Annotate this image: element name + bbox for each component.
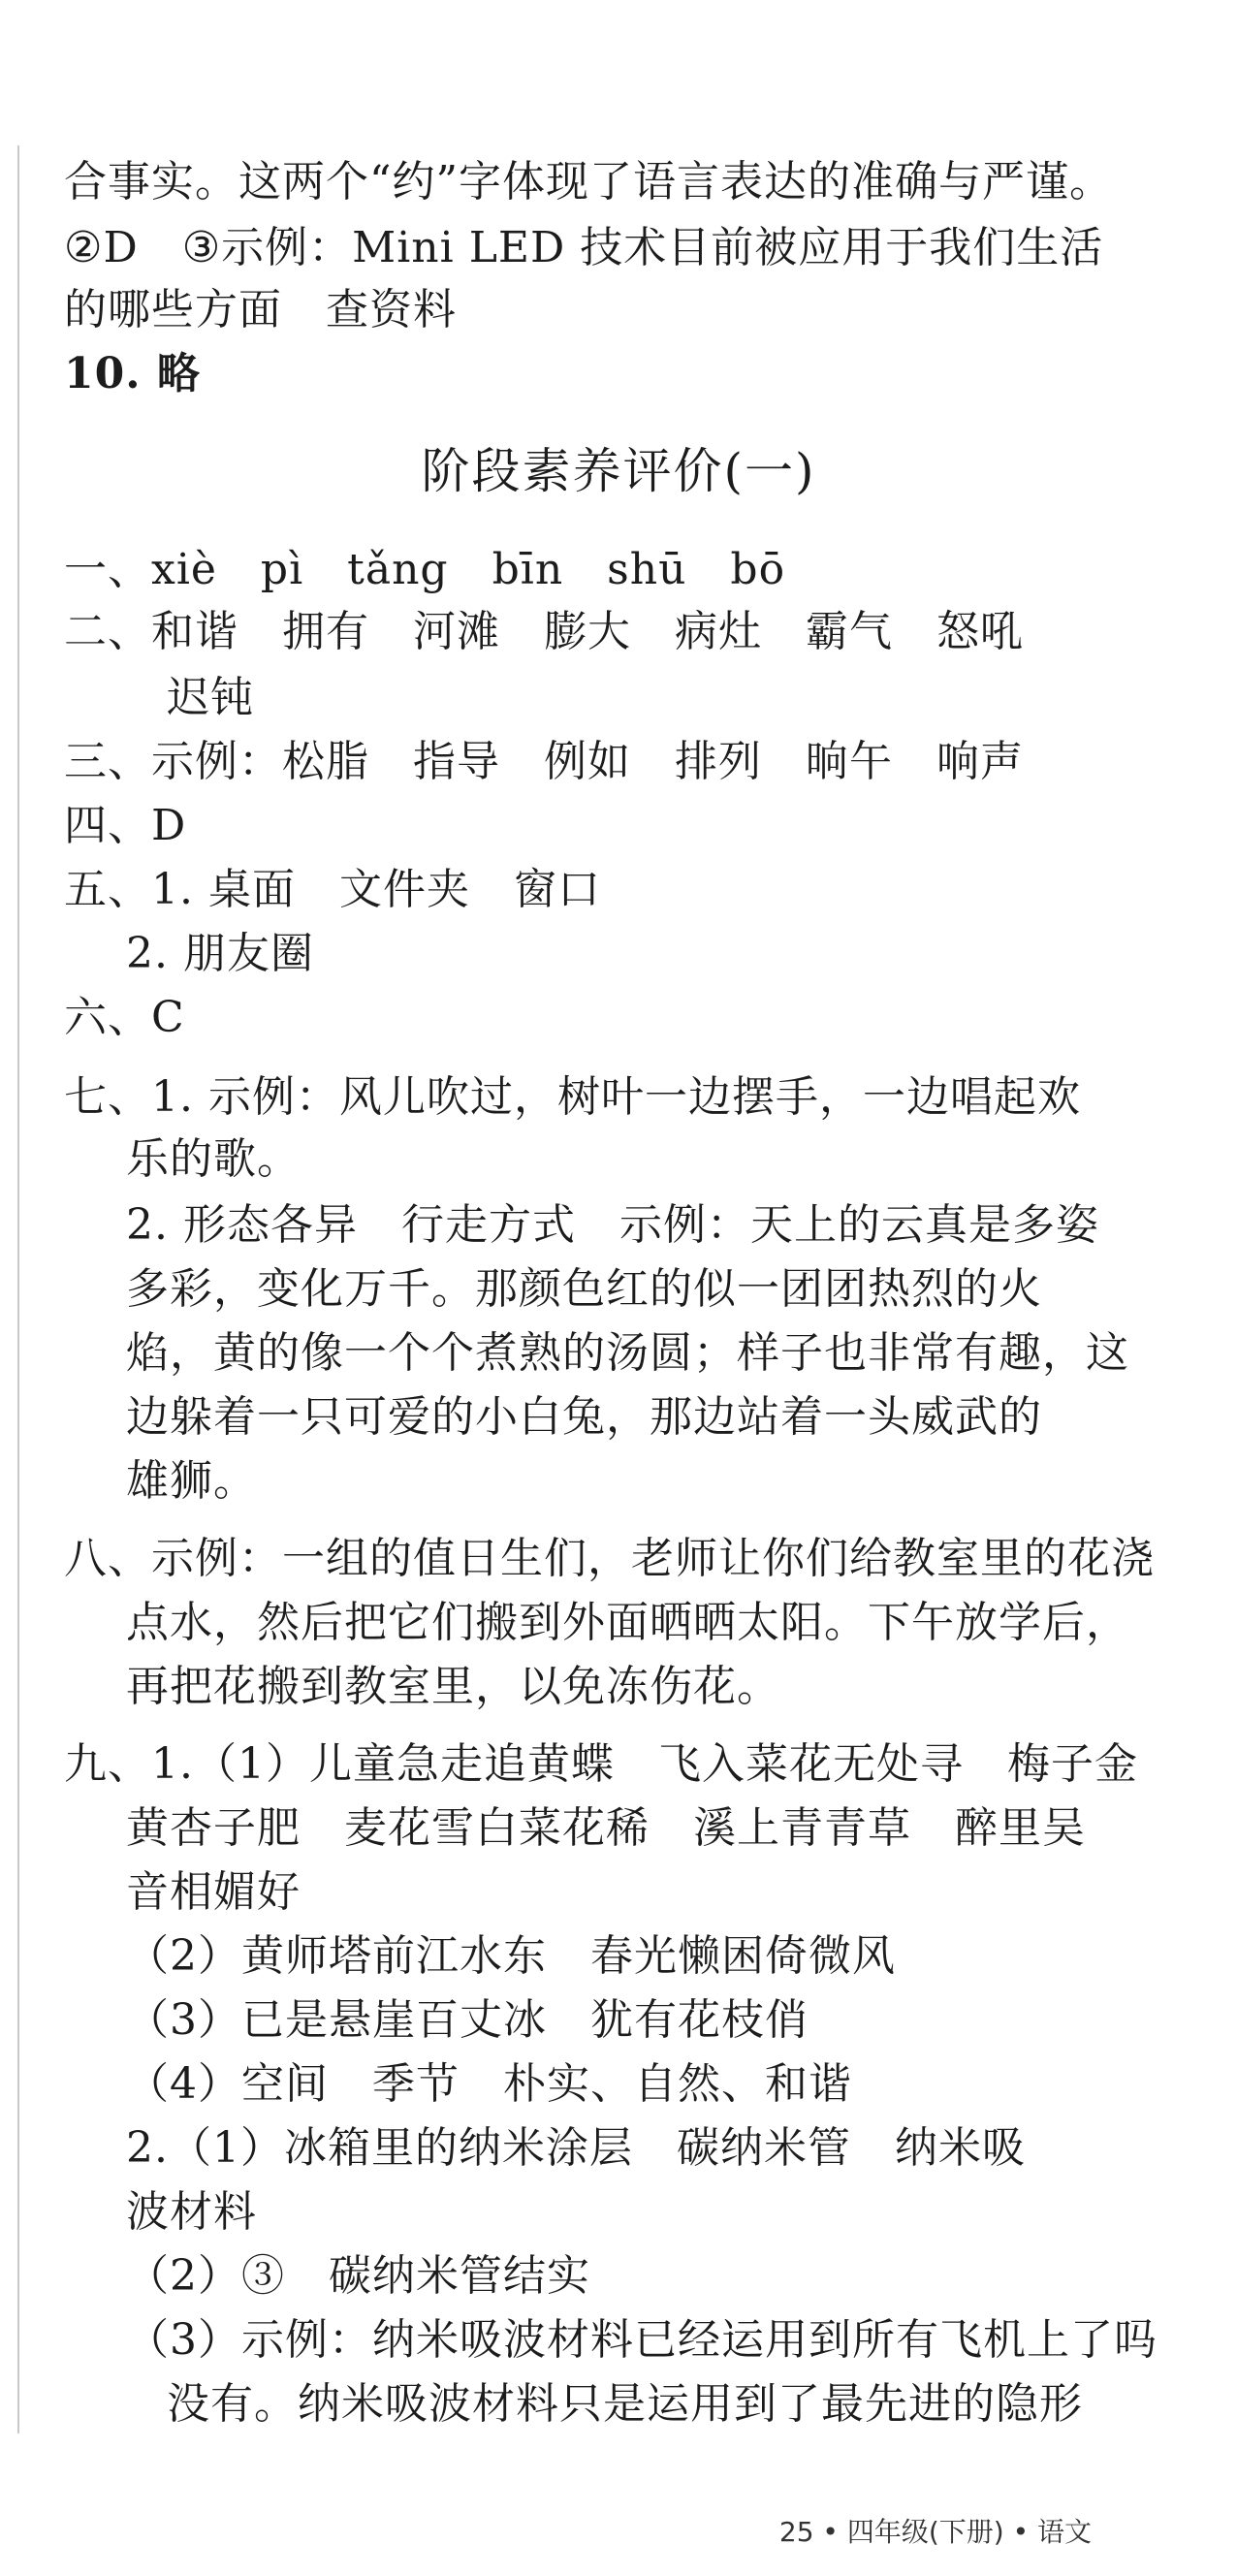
text-line: 一、xiè pì tǎng bīn shū bō — [64, 545, 786, 594]
page-footer: 25 • 四年级(下册) • 语文 — [778, 2516, 1092, 2548]
text-line: （4）空间 季节 朴实、自然、和谐 — [126, 2059, 852, 2109]
text-line: 2. 形态各异 行走方式 示例：天上的云真是多姿 — [126, 1200, 1099, 1250]
text-line: 10. 略 — [64, 349, 201, 398]
text-line: 六、C — [64, 993, 185, 1042]
text-line: （2）黄师塔前江水东 春光懒困倚微风 — [126, 1931, 896, 1981]
text-line: 波材料 — [126, 2187, 257, 2237]
text-line: 乐的歌。 — [126, 1134, 301, 1184]
text-line: 七、1. 示例：风儿吹过，树叶一边摆手，一边唱起欢 — [64, 1072, 1081, 1122]
text-line: 再把花搬到教室里，以免冻伤花。 — [126, 1662, 780, 1711]
text-line: （3）已是悬崖百丈冰 犹有花枝俏 — [126, 1995, 809, 2045]
text-line: ②D ③示例：Mini LED 技术目前被应用于我们生活 — [64, 223, 1104, 272]
text-line: 三、示例：松脂 指导 例如 排列 晌午 响声 — [64, 737, 1024, 786]
text-line: 多彩，变化万千。那颜色红的似一团团热烈的火 — [126, 1264, 1042, 1314]
text-line: 点水，然后把它们搬到外面晒晒太阳。下午放学后， — [126, 1598, 1129, 1647]
text-line: 二、和谐 拥有 河滩 膨大 病灶 霸气 怒吼 — [64, 607, 1024, 656]
text-line: 合事实。这两个“约”字体现了语言表达的准确与严谨。 — [64, 157, 1113, 207]
text-line: （2）③ 碳纳米管结实 — [126, 2251, 590, 2301]
text-line: 2.（1）冰箱里的纳米涂层 碳纳米管 纳米吸 — [126, 2123, 1026, 2173]
text-line: 五、1. 桌面 文件夹 窗口 — [64, 865, 601, 914]
section-title: 阶段素养评价(一) — [421, 443, 816, 499]
text-line: 雄狮。 — [126, 1456, 257, 1506]
text-line: 八、示例：一组的值日生们，老师让你们给教室里的花浇 — [64, 1534, 1155, 1583]
text-line: 的哪些方面 查资料 — [64, 285, 457, 334]
text-line: 黄杏子肥 麦花雪白菜花稀 溪上青青草 醉里吴 — [126, 1803, 1086, 1853]
text-line: 九、1.（1）儿童急走追黄蝶 飞入菜花无处寻 梅子金 — [64, 1739, 1138, 1789]
text-line: 2. 朋友圈 — [126, 929, 314, 978]
text-line: 边躲着一只可爱的小白兔，那边站着一头威武的 — [126, 1392, 1042, 1442]
text-line: 焰，黄的像一个个煮熟的汤圆；样子也非常有趣，这 — [126, 1328, 1129, 1378]
text-line: 迟钝 — [167, 673, 254, 722]
text-line: 没有。纳米吸波材料只是运用到了最先进的隐形 — [167, 2379, 1083, 2429]
text-line: （3）示例：纳米吸波材料已经运用到所有飞机上了吗 — [126, 2315, 1158, 2365]
text-line: 四、D — [64, 801, 187, 850]
text-line: 音相媚好 — [126, 1867, 301, 1917]
